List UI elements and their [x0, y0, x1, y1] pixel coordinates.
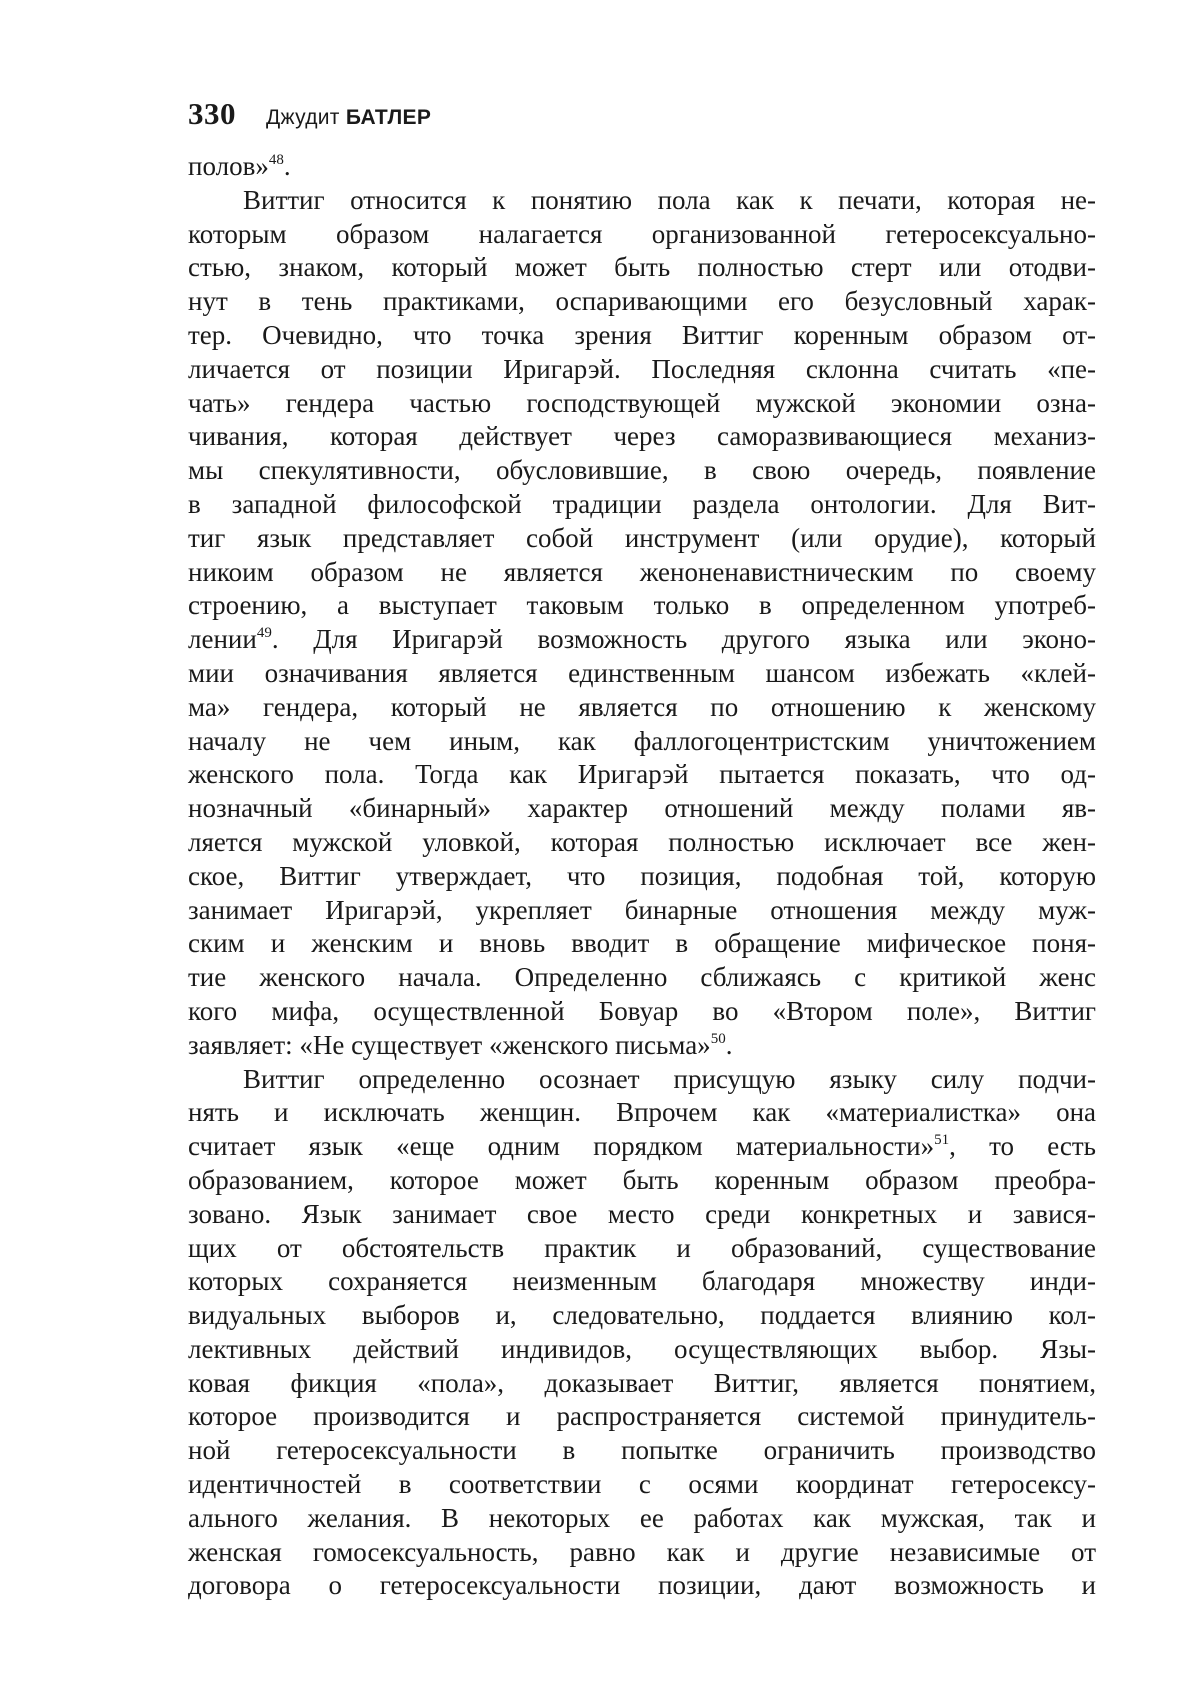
line-text: договора о гетеросексуальности позиции, дают возможность и [188, 1570, 1096, 1601]
line-text: лективных действий индивидов, осуществляющих выбор. Язы- [188, 1333, 1096, 1364]
text-line [188, 894, 1096, 928]
footnote-marker: 50 [710, 1030, 726, 1047]
text-line [188, 961, 1096, 995]
footnote-marker: 48 [268, 152, 284, 168]
text-line [188, 826, 1096, 860]
text-line [188, 387, 1096, 421]
text-line [188, 1367, 1096, 1401]
text-line [188, 1164, 1096, 1198]
text-line [188, 184, 1096, 218]
text-line [188, 1333, 1096, 1367]
text-line [188, 1468, 1096, 1502]
text-line [188, 657, 1096, 691]
line-text: чивания, которая действует через саморазвивающиеся механиз- [188, 421, 1096, 452]
line-text: чать» гендера частью господствующей мужской экономии озна- [188, 387, 1096, 418]
line-text: ковая фикция «пола», доказывает Виттиг, является понятием, [188, 1367, 1096, 1398]
line-text-continued: . [283, 151, 291, 181]
line-text: видуальных выборов и, следовательно, поддается влиянию кол- [188, 1300, 1096, 1331]
footnote-marker: 49 [256, 625, 272, 642]
text-line [188, 1063, 1096, 1097]
text-line [188, 589, 1096, 623]
line-text: личается от позиции Иригарэй. Последняя склонна считать «пе- [188, 353, 1096, 384]
line-text: нозначный «бинарный» характер отношений между полами яв- [188, 793, 1096, 824]
text-line [188, 420, 1096, 454]
line-text: началу не чем иным, как фаллогоцентристским уничтожением [188, 725, 1096, 756]
text-line [188, 1502, 1096, 1536]
text-line [188, 691, 1096, 725]
line-text: нять и исключать женщин. Впрочем как «материалистка» она [188, 1097, 1096, 1128]
line-text: ма» гендера, который не является по отношению к женскому [188, 691, 1096, 722]
text-line [188, 1130, 1096, 1164]
text-line [188, 1096, 1096, 1130]
text-line [188, 218, 1096, 252]
line-text: ским и женским и вновь вводит в обращение мифическое поня- [188, 928, 1096, 959]
text-line [188, 488, 1096, 522]
running-head [188, 96, 431, 138]
text-line [188, 623, 1096, 657]
line-text: полов» [188, 151, 269, 181]
line-text: женского пола. Тогда как Иригарэй пытается показать, что од- [188, 759, 1096, 790]
line-text: ной гетеросексуальности в попытке ограничить производство [188, 1435, 1096, 1466]
line-text: идентичностей в соответствии с осями координат гетеросексу- [188, 1469, 1096, 1500]
line-text: тие женского начала. Определенно сближаясь с критикой женс [188, 962, 1096, 993]
text-line [188, 1536, 1096, 1570]
line-text: которых сохраняется неизменным благодаря множеству инди- [188, 1266, 1096, 1297]
text-line [188, 758, 1096, 792]
text-line [188, 1569, 1096, 1603]
text-line [188, 860, 1096, 894]
body-text [188, 150, 1096, 1603]
line-text: женская гомосексуальность, равно как и другие независимые от [188, 1536, 1096, 1567]
line-text: считает язык «еще одним порядком материальности» [188, 1131, 935, 1162]
line-text-continued: . Для Иригарэй возможность другого языка или эконо- [271, 624, 1096, 655]
line-text: тер. Очевидно, что точка зрения Виттиг коренным образом от- [188, 319, 1096, 350]
line-text: кого мифа, осуществленной Бовуар во «Втором поле», Виттиг [188, 995, 1096, 1026]
line-text: ального желания. В некоторых ее работах как мужская, так и [188, 1502, 1096, 1533]
line-text: заявляет: «Не существует «женского письма» [188, 1029, 711, 1060]
text-line [188, 556, 1096, 590]
footnote-marker: 51 [934, 1132, 950, 1149]
line-text: ляется мужской уловкой, которая полностью исключает все жен- [188, 826, 1096, 857]
text-line [188, 522, 1096, 556]
text-line [188, 319, 1096, 353]
text-line [188, 454, 1096, 488]
line-text-continued: . [725, 1029, 733, 1060]
line-text: никоим образом не является женоненавистническим по своему [188, 556, 1096, 587]
text-line [188, 1434, 1096, 1468]
text-line [188, 251, 1096, 285]
text-line [188, 1400, 1096, 1434]
line-text: щих от обстоятельств практик и образований, существование [188, 1232, 1096, 1263]
text-line [188, 927, 1096, 961]
text-line [188, 995, 1096, 1029]
line-text: лении [188, 624, 257, 655]
text-line [188, 1265, 1096, 1299]
line-text: тиг язык представляет собой инструмент (или орудие), который [188, 522, 1096, 553]
text-line [188, 285, 1096, 319]
line-text: мы спекулятивности, обусловившие, в свою очередь, появление [188, 455, 1096, 486]
text-line [188, 792, 1096, 826]
text-line [188, 353, 1096, 387]
line-text: строению, а выступает таковым только в определенном употреб- [188, 590, 1096, 621]
text-line [188, 1299, 1096, 1333]
line-text: ское, Виттиг утверждает, что позиция, подобная той, которую [188, 860, 1096, 891]
line-text: стью, знаком, который может быть полностью стерт или отодви- [188, 252, 1096, 283]
line-text: образованием, которое может быть коренным образом преобра- [188, 1164, 1096, 1195]
line-text: зовано. Язык занимает свое место среди конкретных и завися- [188, 1198, 1096, 1229]
line-text: которым образом налагается организованной гетеросексуально- [188, 218, 1096, 249]
text-line [188, 1029, 1096, 1063]
author-last-name: БАТЛЕР [345, 106, 432, 129]
line-text: Виттиг относится к понятию пола как к печати, которая не- [243, 184, 1096, 215]
running-title [266, 106, 431, 129]
text-line [188, 1232, 1096, 1266]
text-line [188, 150, 1096, 184]
line-text: мии означивания является единственным шансом избежать «клей- [188, 657, 1096, 688]
line-text: нут в тень практиками, оспаривающими его безусловный харак- [188, 286, 1096, 317]
line-text: которое производится и распространяется системой принудитель- [188, 1401, 1096, 1432]
author-first-name: Джудит [266, 106, 340, 129]
line-text: в западной философской традиции раздела онтологии. Для Вит- [188, 488, 1096, 519]
line-text: Виттиг определенно осознает присущую языку силу подчи- [243, 1063, 1096, 1094]
text-line [188, 725, 1096, 759]
text-line [188, 1198, 1096, 1232]
line-text-continued: , то есть [949, 1131, 1096, 1162]
page-number: 330 [188, 96, 236, 131]
line-text: занимает Иригарэй, укрепляет бинарные отношения между муж- [188, 894, 1096, 925]
